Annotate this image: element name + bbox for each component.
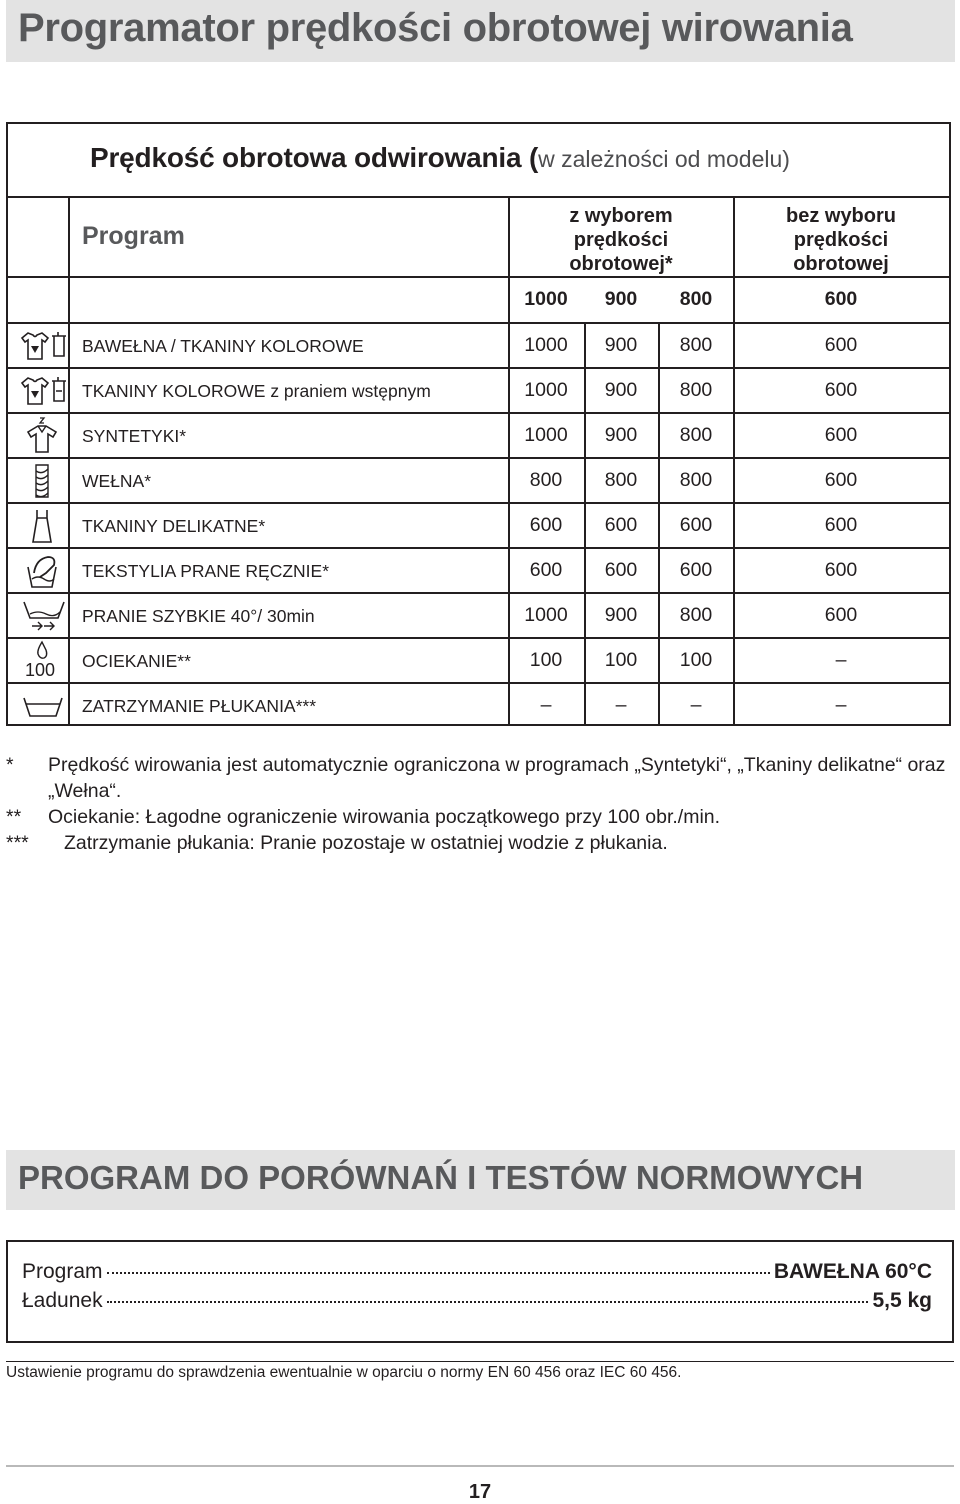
- quickwash-icon: [18, 596, 68, 636]
- header-line: prędkości: [793, 229, 889, 251]
- footnote-mark: *: [6, 754, 14, 776]
- footnotes: [6, 752, 951, 856]
- speed-value: 600: [824, 334, 858, 356]
- dot-leader: [107, 1301, 869, 1303]
- speed-value: 600: [824, 604, 858, 626]
- table-title-main: Prędkość obrotowa odwirowania (: [90, 142, 539, 173]
- rule: [8, 592, 949, 594]
- speed-value: 900: [604, 424, 638, 446]
- header-line: prędkości: [573, 229, 669, 251]
- footnote-mark: **: [6, 806, 22, 828]
- page-title: Programator prędkości obrotowej wirowania: [18, 6, 853, 50]
- program-label: PRANIE SZYBKIE 40°/ 30min: [82, 606, 315, 626]
- speed-value: –: [615, 694, 627, 716]
- speed-value: 1000: [524, 379, 568, 401]
- speed-value: 600: [824, 469, 858, 491]
- spin-speed-table: [6, 122, 951, 726]
- speed-value: 800: [604, 469, 638, 491]
- program-label: SYNTETYKI*: [82, 426, 187, 446]
- program-label: WEŁNA*: [82, 471, 152, 491]
- footnote: [6, 804, 951, 830]
- rule: [658, 322, 660, 724]
- program-label: BAWEŁNA / TKANINY KOLOROWE: [82, 336, 364, 356]
- table-title: [90, 142, 790, 174]
- rule: [8, 502, 949, 504]
- speed-value: 600: [824, 424, 858, 446]
- norm-section-title: PROGRAM DO PORÓWNAŃ I TESTÓW NORMOWYCH: [18, 1159, 864, 1196]
- program-label: TKANINY KOLOROWE z praniem wstępnym: [82, 381, 431, 401]
- dot-leader: [107, 1272, 770, 1274]
- speed-value: –: [540, 694, 552, 716]
- speed-value: 600: [604, 559, 638, 581]
- speed-value: 800: [679, 424, 713, 446]
- program-label: OCIEKANIE**: [82, 651, 191, 671]
- speed-value: 100: [679, 649, 713, 671]
- norm-load-value: 5,5 kg: [872, 1289, 932, 1312]
- norm-load-label: Ładunek: [22, 1289, 103, 1312]
- footnote: [6, 752, 951, 804]
- handwash-icon: [18, 551, 68, 591]
- drain-icon-label: 100: [24, 660, 56, 680]
- header-line: z wyborem: [569, 205, 673, 227]
- speed-header-1000: 1000: [524, 288, 568, 310]
- footnote-text: Prędkość wirowania jest automatycznie ograniczona w programach „Syntetyki“, „Tkaniny delikatne“ oraz „Wełna“.: [48, 754, 946, 802]
- rule: [68, 196, 70, 724]
- page-divider: [6, 1465, 954, 1467]
- speed-value: 100: [529, 649, 563, 671]
- program-column-header: Program: [82, 222, 185, 250]
- norm-footnote: Ustawienie programu do sprawdzenia ewentualnie w oparciu o normy EN 60 456 oraz IEC 60 456.: [6, 1364, 682, 1381]
- speed-value: 600: [824, 514, 858, 536]
- speed-value: 1000: [524, 604, 568, 626]
- speed-value: 800: [679, 379, 713, 401]
- rule: [8, 322, 949, 324]
- synthetics-icon: [18, 416, 68, 456]
- speed-value: 100: [604, 649, 638, 671]
- rule: [8, 367, 949, 369]
- speed-value: 600: [824, 559, 858, 581]
- speed-header-800: 800: [679, 288, 713, 310]
- rule: [8, 547, 949, 549]
- speed-value: 800: [679, 334, 713, 356]
- cotton-coloured-icon: [18, 326, 68, 366]
- without-speed-selection-header: [735, 204, 947, 276]
- program-label: ZATRZYMANIE PŁUKANIA***: [82, 696, 317, 716]
- norm-program-box: [6, 1240, 954, 1343]
- footnote-text: Zatrzymanie płukania: Pranie pozostaje w ostatniej wodzie z płukania.: [64, 832, 668, 854]
- rule: [8, 682, 949, 684]
- rule: [8, 276, 949, 278]
- norm-program-row: [22, 1260, 932, 1288]
- speed-value: 800: [679, 604, 713, 626]
- speed-value: 900: [604, 604, 638, 626]
- delicates-icon: [18, 506, 68, 546]
- speed-value: 1000: [524, 334, 568, 356]
- program-label: TKANINY DELIKATNE*: [82, 516, 266, 536]
- prewash-icon: [18, 371, 68, 411]
- speed-header-600: 600: [824, 288, 858, 310]
- page-number: 17: [468, 1481, 492, 1503]
- header-line: bez wyboru: [785, 205, 896, 227]
- speed-value: 900: [604, 379, 638, 401]
- speed-value: –: [835, 649, 847, 671]
- rinse-hold-icon: [18, 686, 68, 726]
- speed-value: 800: [529, 469, 563, 491]
- table-title-sub: w zależności od modelu): [538, 146, 790, 172]
- speed-value: 600: [529, 514, 563, 536]
- footnote: [6, 830, 951, 856]
- speed-value: 600: [529, 559, 563, 581]
- norm-load-row: [22, 1289, 932, 1317]
- title-bar: [6, 0, 955, 62]
- speed-value: –: [835, 694, 847, 716]
- header-line: obrotowej: [793, 253, 889, 275]
- speed-value: 600: [824, 379, 858, 401]
- speed-value: 600: [679, 559, 713, 581]
- norm-program-label: Program: [22, 1260, 103, 1283]
- rule: [8, 457, 949, 459]
- with-speed-selection-header: [510, 204, 732, 276]
- divider: [6, 1361, 954, 1362]
- speed-value: –: [690, 694, 702, 716]
- rule: [8, 637, 949, 639]
- norm-section-bar: [6, 1150, 955, 1210]
- speed-value: 900: [604, 334, 638, 356]
- speed-value: 800: [679, 469, 713, 491]
- footnote-mark: ***: [6, 832, 29, 854]
- rule: [8, 196, 949, 198]
- header-line: obrotowej*: [569, 253, 673, 275]
- speed-value: 600: [679, 514, 713, 536]
- speed-value: 1000: [524, 424, 568, 446]
- footnote-text: Ociekanie: Łagodne ograniczenie wirowania początkowego przy 100 obr./min.: [48, 806, 721, 828]
- norm-program-value: BAWEŁNA 60°C: [773, 1260, 932, 1283]
- speed-value: 600: [604, 514, 638, 536]
- speed-header-900: 900: [604, 288, 638, 310]
- rule: [8, 412, 949, 414]
- program-label: TEKSTYLIA PRANE RĘCZNIE*: [82, 561, 330, 581]
- wool-icon: [18, 461, 68, 501]
